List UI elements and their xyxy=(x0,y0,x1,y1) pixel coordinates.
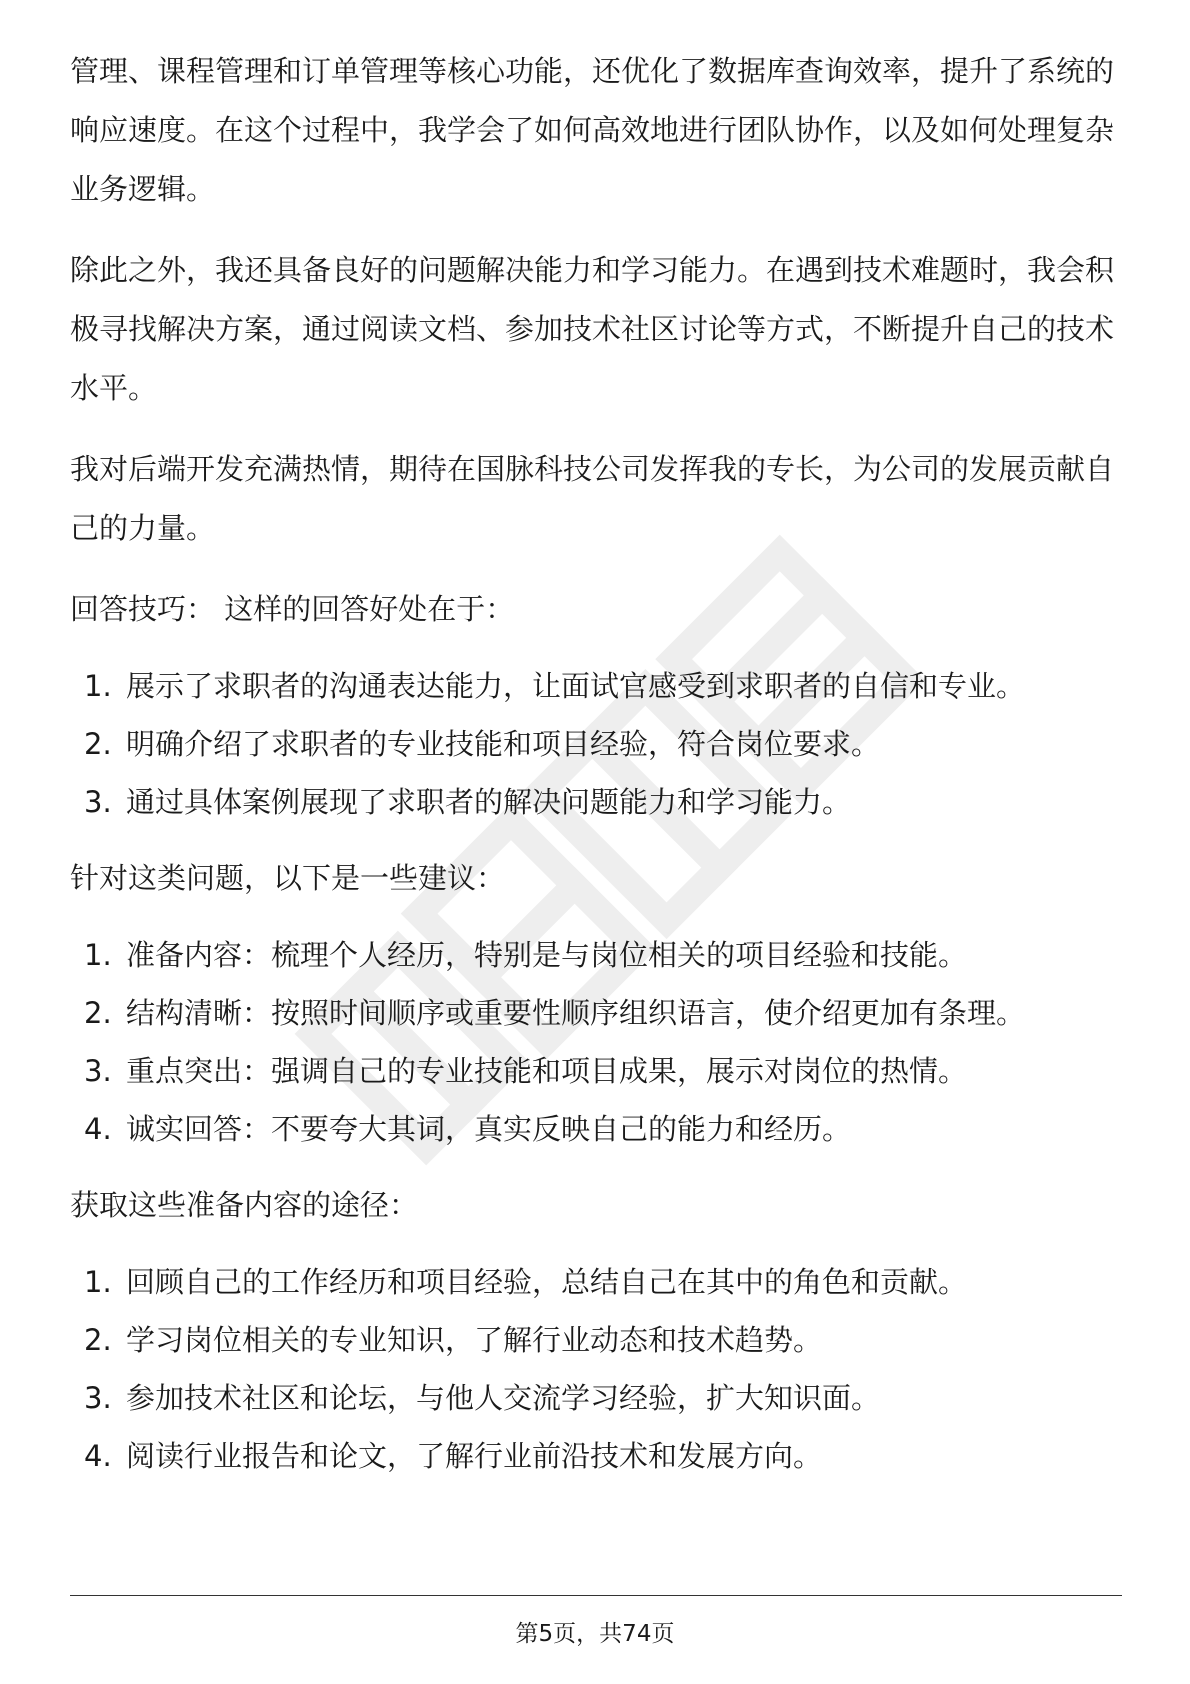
list-item: 1. 准备内容：梳理个人经历，特别是与岗位相关的项目经验和技能。 xyxy=(84,938,968,972)
footer-divider xyxy=(70,1595,1122,1596)
list-item: 3. 重点突出：强调自己的专业技能和项目成果，展示对岗位的热情。 xyxy=(84,1054,968,1088)
list-item: 4. 阅读行业报告和论文，了解行业前沿技术和发展方向。 xyxy=(84,1439,823,1473)
list-item: 3. 参加技术社区和论坛，与他人交流学习经验，扩大知识面。 xyxy=(84,1381,881,1415)
tips-heading: 回答技巧： 这样的回答好处在于： xyxy=(70,592,515,626)
advice-heading: 针对这类问题，以下是一些建议： xyxy=(70,861,506,895)
list-item: 1. 展示了求职者的沟通表达能力，让面试官感受到求职者的自信和专业。 xyxy=(84,669,1026,703)
list-item: 4. 诚实回答：不要夸大其词，真实反映自己的能力和经历。 xyxy=(84,1112,852,1146)
document-body xyxy=(70,42,1120,1485)
list-item: 3. 通过具体案例展现了求职者的解决问题能力和学习能力。 xyxy=(84,785,852,819)
paragraph-project-summary: 管理、课程管理和订单管理等核心功能，还优化了数据库查询效率，提升了系统的响应速度。在这个过程中，我学会了如何高效地进行团队协作，以及如何处理复杂业务逻辑。 xyxy=(70,54,1115,206)
list-item: 2. 明确介绍了求职者的专业技能和项目经验，符合岗位要求。 xyxy=(84,727,881,761)
tips-list xyxy=(70,657,1120,831)
paragraph-problem-solving: 除此之外，我还具备良好的问题解决能力和学习能力。在遇到技术难题时，我会积极寻找解决方案，通过阅读文档、参加技术社区讨论等方式，不断提升自己的技术水平。 xyxy=(70,253,1115,405)
page-number: 第5页，共74页 xyxy=(515,1621,675,1647)
list-item: 2. 结构清晰：按照时间顺序或重要性顺序组织语言，使介绍更加有条理。 xyxy=(84,996,1026,1030)
list-item: 1. 回顾自己的工作经历和项目经验，总结自己在其中的角色和贡献。 xyxy=(84,1265,968,1299)
sources-heading: 获取这些准备内容的途径： xyxy=(70,1188,419,1222)
sources-list xyxy=(70,1253,1120,1485)
list-item: 2. 学习岗位相关的专业知识，了解行业动态和技术趋势。 xyxy=(84,1323,823,1357)
advice-list xyxy=(70,926,1120,1158)
paragraph-passion: 我对后端开发充满热情，期待在国脉科技公司发挥我的专长，为公司的发展贡献自己的力量。 xyxy=(70,452,1115,545)
